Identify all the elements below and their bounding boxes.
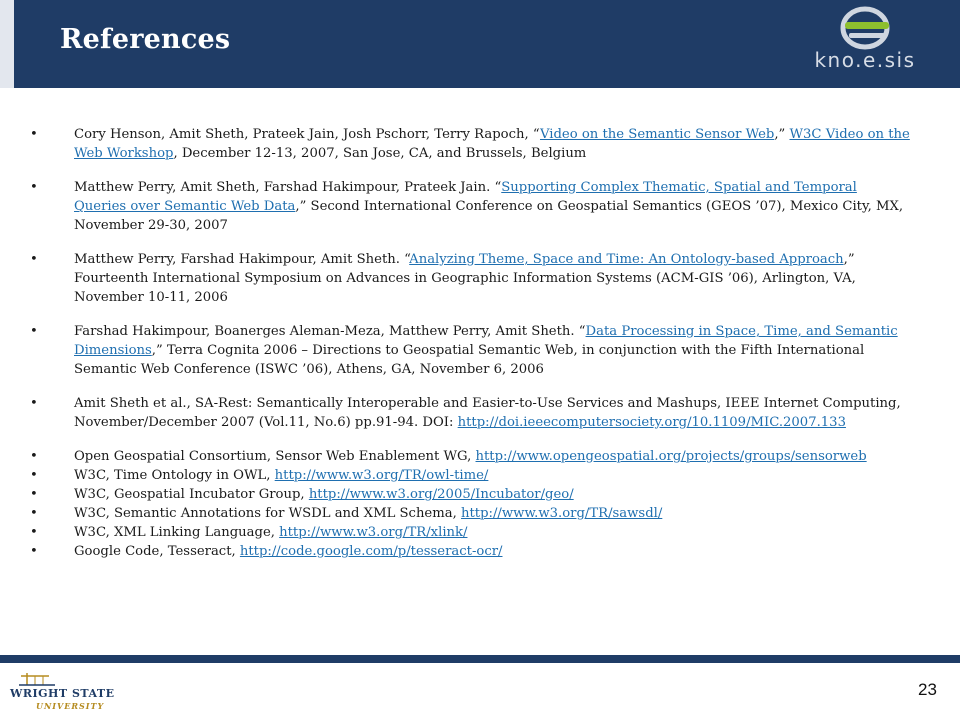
references-list [30,125,910,561]
ref-text: , December 12-13, 2007, San Jose, CA, and Brussels, Belgium [173,146,587,161]
ref-text: Amit Sheth et al., SA-Rest: Semantically Interoperable and Easier-to-Use Services and Mashups, IEEE Internet Computing, November/December 2007 (Vol.11, No.6) pp.91-94. DOI: [74,396,901,430]
knoesis-logo-text: kno.e.sis [814,48,916,72]
reference-item [30,523,910,542]
slide-header [0,0,960,88]
footer-bar [0,655,960,663]
reference-item [30,250,910,307]
ref-text: ,” Terra Cognita 2006 – Directions to Geospatial Semantic Web, in conjunction with the Fifth International Semantic Web Conference (ISWC ’06), Athens, GA, November 6, 2006 [74,343,865,377]
ref-link[interactable]: http://www.w3.org/TR/sawsdl/ [461,506,663,521]
bullet: • [30,525,38,540]
reference-item [30,542,910,561]
wright-state-logo-line2: UNIVERSITY [36,701,105,711]
page-number: 23 [918,680,937,699]
ref-text: ,” Second International Conference on Geospatial Semantics (GEOS ’07), Mexico City, MX, November 29-30, 2007 [74,199,904,233]
ref-text: Open Geospatial Consortium, Sensor Web Enablement WG, [74,449,476,464]
ref-text: W3C, Semantic Annotations for WSDL and XML Schema, [74,506,461,521]
references-content [30,125,910,561]
ref-link[interactable]: http://doi.ieeecomputersociety.org/10.1109/MIC.2007.133 [457,415,846,430]
ref-text: W3C, Time Ontology in OWL, [74,468,275,483]
bullet: • [30,506,38,521]
ref-link[interactable]: http://www.w3.org/2005/Incubator/geo/ [308,487,574,502]
ref-text: Matthew Perry, Amit Sheth, Farshad Hakimpour, Prateek Jain. “ [74,180,502,195]
knoesis-logo [785,6,945,78]
ref-link[interactable]: Video on the Semantic Sensor Web [539,127,775,142]
ref-text: ,” Fourteenth International Symposium on Advances in Geographic Information Systems (ACM-GIS ’06), Arlington, VA, November 10-11, 2006 [74,252,856,305]
ref-link[interactable]: Analyzing Theme, Space and Time: An Ontology-based Approach [409,252,844,267]
ref-link[interactable]: http://www.opengeospatial.org/projects/groups/sensorweb [475,449,867,464]
ref-link[interactable]: http://www.w3.org/TR/owl-time/ [274,468,489,483]
ref-text: ,” [774,127,790,142]
slide-title: References [60,24,231,55]
reference-item [30,447,910,466]
ref-link[interactable]: Supporting Complex Thematic, Spatial and Temporal Queries over Semantic Web Data [74,180,857,214]
reference-item [30,394,910,432]
reference-item [30,466,910,485]
bullet: • [30,468,38,483]
ref-link[interactable]: Data Processing in Space, Time, and Semantic Dimensions [74,324,898,358]
bullet: • [30,180,38,195]
bullet: • [30,127,38,142]
ref-text: W3C, Geospatial Incubator Group, [74,487,309,502]
bullet: • [30,487,38,502]
wright-state-logo-line1: WRIGHT STATE [10,687,115,700]
ref-link[interactable]: W3C Video on the Web Workshop [74,127,910,161]
ref-text: Farshad Hakimpour, Boanerges Aleman-Meza, Matthew Perry, Amit Sheth. “ [74,324,586,339]
reference-item [30,504,910,523]
ref-text: Matthew Perry, Farshad Hakimpour, Amit Sheth. “ [74,252,410,267]
bullet: • [30,252,38,267]
header-left-accent [0,0,14,88]
ref-text: Cory Henson, Amit Sheth, Prateek Jain, Josh Pschorr, Terry Rapoch, “ [74,127,540,142]
ref-text: W3C, XML Linking Language, [74,525,280,540]
ref-link[interactable]: http://code.google.com/p/tesseract-ocr/ [239,544,503,559]
knoesis-emblem-icon [785,6,945,50]
ref-link[interactable]: http://www.w3.org/TR/xlink/ [279,525,468,540]
reference-item [30,485,910,504]
reference-item [30,178,910,235]
bullet: • [30,396,38,411]
reference-item [30,125,910,163]
reference-item [30,322,910,379]
bullet: • [30,544,38,559]
bullet: • [30,449,38,464]
ref-text: Google Code, Tesseract, [74,544,240,559]
bullet: • [30,324,38,339]
